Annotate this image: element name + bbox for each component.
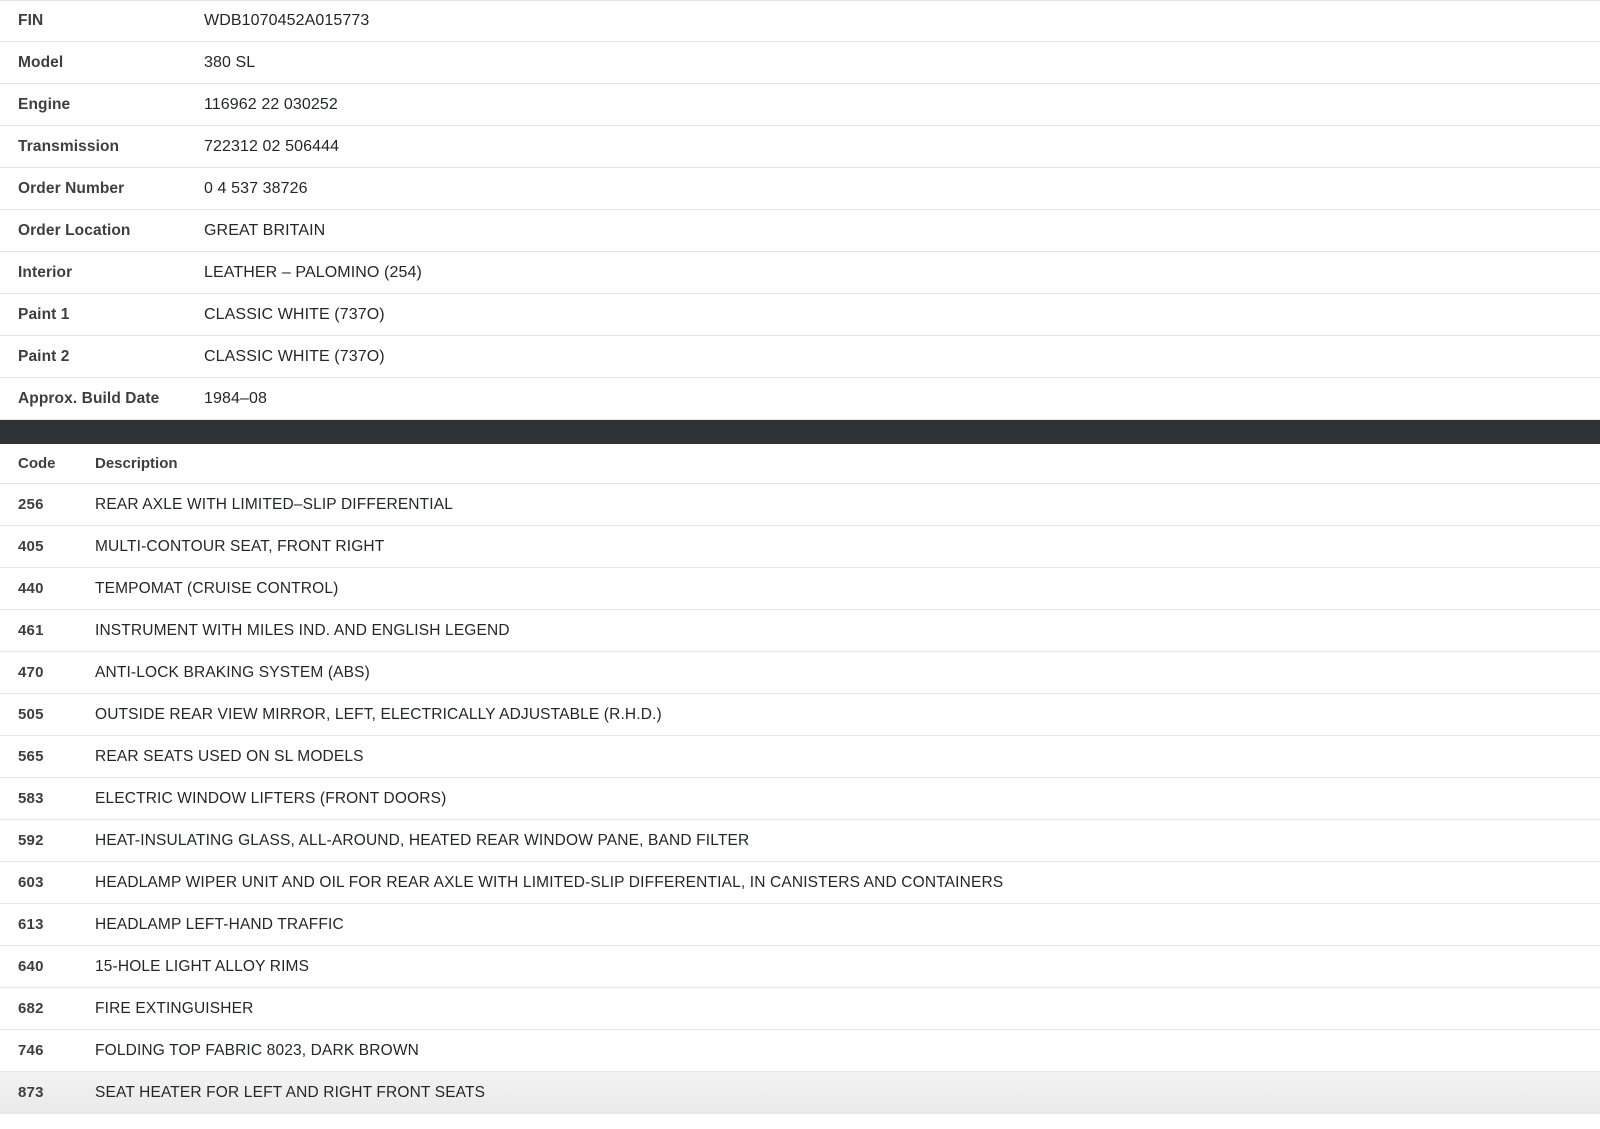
- table-row: [0, 84, 1600, 126]
- option-code: 440: [18, 580, 44, 597]
- spec-value: LEATHER – PALOMINO (254): [204, 263, 422, 281]
- spec-value: 0 4 537 38726: [204, 179, 308, 197]
- option-codes-table: [0, 444, 1600, 1114]
- spec-value: WDB1070452A015773: [204, 12, 370, 29]
- option-description: INSTRUMENT WITH MILES IND. AND ENGLISH LEGEND: [95, 621, 510, 639]
- option-code: 583: [18, 790, 44, 807]
- table-header-row: [0, 444, 1600, 484]
- option-description: REAR AXLE WITH LIMITED–SLIP DIFFERENTIAL: [95, 495, 453, 513]
- table-row: [0, 610, 1600, 652]
- table-row: [0, 168, 1600, 210]
- option-code: 470: [18, 664, 44, 681]
- spec-value: GREAT BRITAIN: [204, 221, 326, 239]
- option-code: 505: [18, 706, 44, 723]
- table-row: [0, 1072, 1600, 1114]
- option-description: MULTI-CONTOUR SEAT, FRONT RIGHT: [95, 537, 385, 555]
- spec-value: 116962 22 030252: [204, 95, 338, 113]
- option-description: 15-HOLE LIGHT ALLOY RIMS: [95, 957, 310, 975]
- option-code: 565: [18, 748, 44, 765]
- table-row: [0, 526, 1600, 568]
- option-code: 592: [18, 832, 44, 849]
- option-code: 640: [18, 958, 44, 975]
- table-row: [0, 736, 1600, 778]
- table-row: [0, 568, 1600, 610]
- table-row: [0, 862, 1600, 904]
- spec-label: Order Location: [18, 221, 131, 239]
- spec-label: Order Number: [18, 179, 125, 197]
- spec-label: Transmission: [18, 137, 120, 155]
- table-row: [0, 252, 1600, 294]
- vehicle-spec-table: [0, 0, 1600, 420]
- table-row: [0, 336, 1600, 378]
- spec-label: Approx. Build Date: [18, 389, 160, 407]
- option-code: 682: [18, 1000, 44, 1017]
- option-description: SEAT HEATER FOR LEFT AND RIGHT FRONT SEATS: [95, 1083, 486, 1101]
- spec-label: Paint 2: [18, 347, 70, 365]
- option-code: 746: [18, 1042, 44, 1059]
- option-description: HEAT-INSULATING GLASS, ALL-AROUND, HEATED REAR WINDOW PANE, BAND FILTER: [95, 831, 750, 849]
- option-code: 461: [18, 622, 44, 639]
- spec-value: 722312 02 506444: [204, 137, 340, 155]
- option-description: HEADLAMP LEFT-HAND TRAFFIC: [95, 915, 344, 933]
- option-description: FIRE EXTINGUISHER: [95, 999, 254, 1017]
- option-description: ANTI-LOCK BRAKING SYSTEM (ABS): [95, 663, 370, 681]
- spec-value: 1984–08: [204, 389, 267, 407]
- option-code: 613: [18, 916, 44, 933]
- table-row: [0, 210, 1600, 252]
- option-code: 256: [18, 496, 44, 513]
- column-header-code: Code: [18, 455, 56, 472]
- column-header-description: Description: [95, 455, 178, 472]
- table-row: [0, 126, 1600, 168]
- option-description: FOLDING TOP FABRIC 8023, DARK BROWN: [95, 1041, 419, 1059]
- table-row: [0, 652, 1600, 694]
- spec-label: Interior: [18, 263, 73, 281]
- spec-label: Engine: [18, 95, 71, 113]
- option-description: HEADLAMP WIPER UNIT AND OIL FOR REAR AXLE WITH LIMITED-SLIP DIFFERENTIAL, IN CANISTERS AND CONTAINERS: [95, 873, 1004, 891]
- table-row: [0, 42, 1600, 84]
- spec-value: CLASSIC WHITE (737O): [204, 347, 385, 365]
- option-description: TEMPOMAT (CRUISE CONTROL): [95, 579, 339, 597]
- spec-label: Model: [18, 53, 64, 71]
- table-row: [0, 484, 1600, 526]
- option-code: 405: [18, 538, 44, 555]
- option-code: 873: [18, 1084, 44, 1101]
- spec-label: Paint 1: [18, 305, 70, 323]
- spec-label: FIN: [18, 12, 44, 29]
- table-row: [0, 378, 1600, 420]
- option-code: 603: [18, 874, 44, 891]
- option-description: OUTSIDE REAR VIEW MIRROR, LEFT, ELECTRICALLY ADJUSTABLE (R.H.D.): [95, 705, 662, 723]
- table-row: [0, 778, 1600, 820]
- table-row: [0, 1030, 1600, 1072]
- table-row: [0, 904, 1600, 946]
- table-row: [0, 694, 1600, 736]
- table-row: [0, 820, 1600, 862]
- section-divider: [0, 420, 1600, 444]
- spec-value: CLASSIC WHITE (737O): [204, 305, 385, 323]
- table-row: [0, 988, 1600, 1030]
- option-description: REAR SEATS USED ON SL MODELS: [95, 747, 364, 765]
- table-row: [0, 294, 1600, 336]
- table-row: [0, 0, 1600, 42]
- table-row: [0, 946, 1600, 988]
- option-description: ELECTRIC WINDOW LIFTERS (FRONT DOORS): [95, 789, 447, 807]
- spec-value: 380 SL: [204, 53, 256, 71]
